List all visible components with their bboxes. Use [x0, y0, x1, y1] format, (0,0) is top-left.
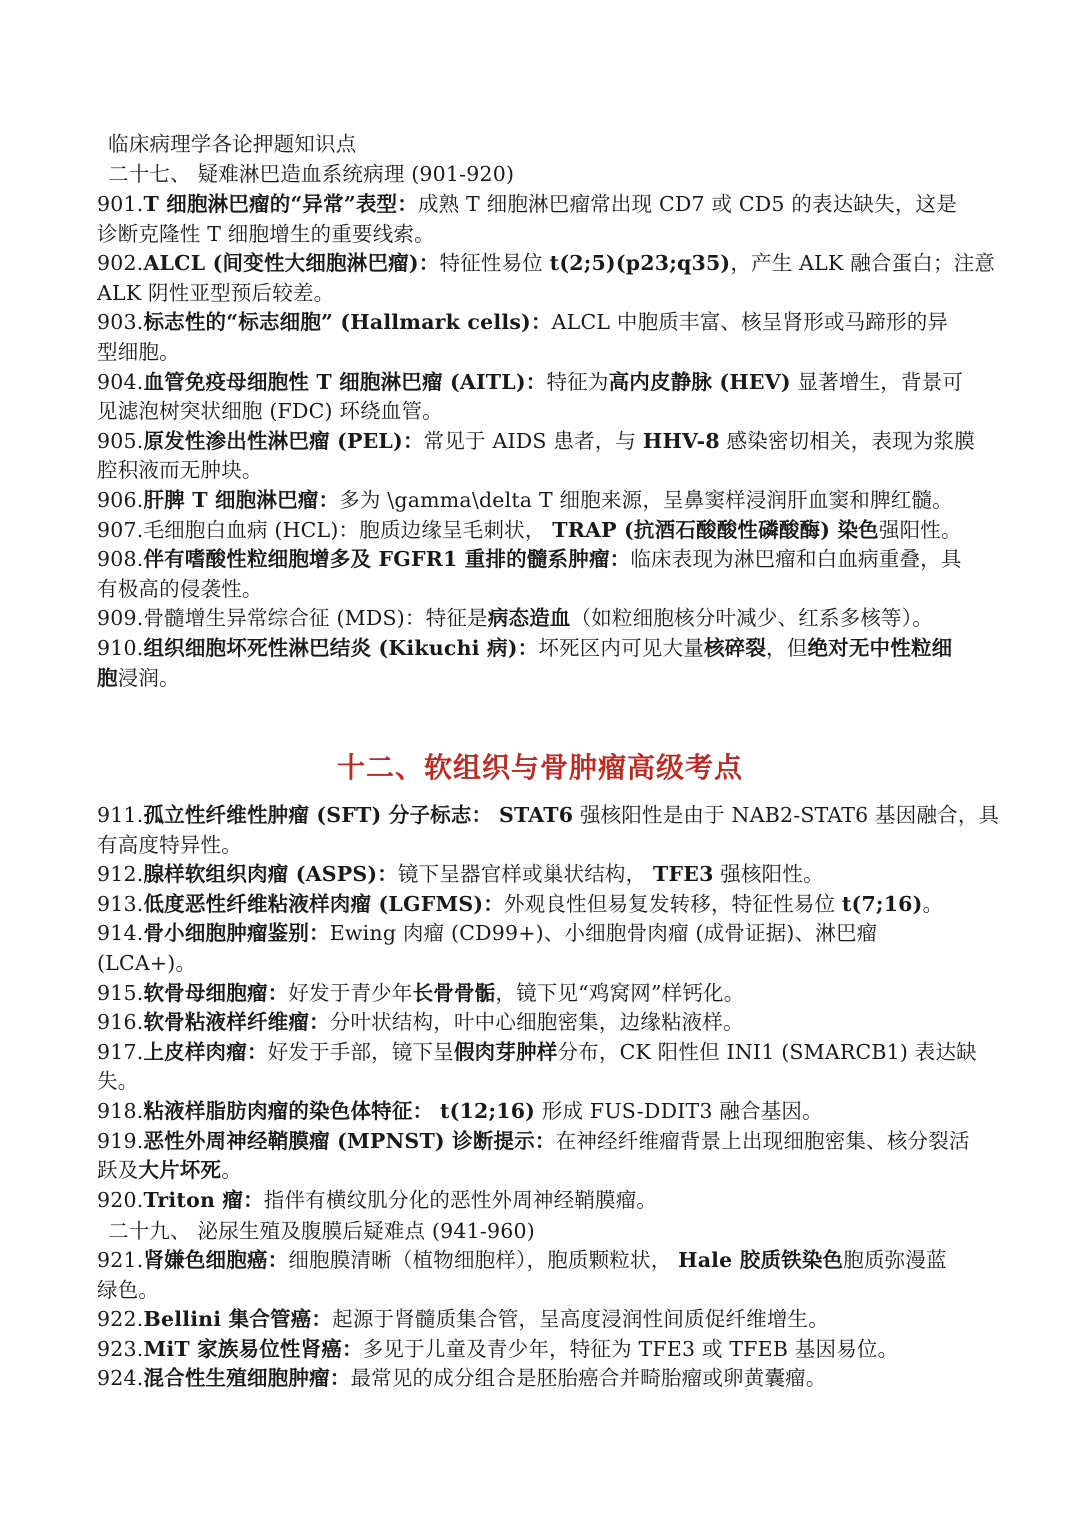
body-text: 特征性易位 — [439, 251, 550, 276]
bold-text: Bellini 集合管癌： — [143, 1307, 333, 1332]
bold-text: 上皮样肉瘤： — [143, 1039, 268, 1064]
item-line — [97, 427, 997, 457]
bold-text: Hale 胶质铁染色 — [678, 1248, 844, 1272]
body-text: 903. — [97, 310, 144, 335]
body-text: 显著增生，背景可 — [790, 369, 964, 394]
item-line — [97, 1305, 997, 1335]
item-line — [97, 308, 997, 338]
item-line — [97, 1067, 997, 1097]
item-line — [97, 1097, 997, 1127]
item-line — [97, 1038, 997, 1068]
body-text: 胞质边缘呈毛刺状， — [359, 517, 553, 542]
body-text: 好发于青少年 — [288, 980, 413, 1005]
body-text: 在神经纤维瘤背景上出现细胞密集、核分裂活 — [555, 1128, 970, 1153]
body-text: 902. — [97, 251, 144, 276]
item-line — [97, 919, 997, 949]
document-title: 临床病理学各论押题知识点 — [108, 132, 357, 156]
body-text: 908. — [97, 547, 144, 572]
body-text: 骨髓增生异常综合征 (MDS)： — [143, 606, 426, 631]
body-text: 失。 — [97, 1069, 139, 1094]
item-line — [97, 456, 997, 486]
item-line — [97, 397, 997, 427]
bold-text: ALCL (间变性大细胞淋巴瘤)： — [143, 251, 440, 276]
bold-text: 血管免疫母细胞性 T 细胞淋巴瘤 (AITL)： — [143, 369, 547, 394]
bold-text: 原发性渗出性淋巴瘤 (PEL)： — [143, 428, 424, 453]
bold-text: 恶性外周神经鞘膜瘤 (MPNST) 诊断提示： — [143, 1128, 556, 1153]
bold-text: STAT6 — [498, 803, 574, 827]
body-text: 916. — [97, 1010, 144, 1035]
body-text: 镜下呈器官样或巢状结构， — [397, 862, 654, 887]
body-text — [492, 803, 499, 827]
bold-text: 伴有嗜酸性粒细胞增多及 FGFR1 重排的髓系肿瘤： — [143, 547, 631, 572]
body-text: 多见于儿童及青少年，特征为 TFE3 或 TFEB 基因易位。 — [362, 1336, 899, 1361]
body-text: 。 — [221, 1158, 242, 1183]
body-text: 915. — [97, 980, 144, 1005]
body-text: 924. — [97, 1366, 144, 1391]
bold-text: 软骨母细胞瘤： — [143, 980, 289, 1005]
bold-text: 长骨骨骺 — [412, 980, 496, 1005]
body-text: 分叶状结构，叶中心细胞密集，边缘粘液样。 — [329, 1010, 744, 1035]
body-text: 918. — [97, 1099, 144, 1123]
bold-text: 孤立性纤维性肿瘤 (SFT) 分子标志： — [143, 803, 493, 827]
section-12-heading: 十二、软组织与骨肿瘤高级考点 — [336, 751, 743, 784]
bold-text: TRAP (抗酒石酸酸性磷酸酶) 染色 — [552, 517, 879, 542]
bold-text: TFE3 — [653, 862, 714, 887]
item-line — [97, 220, 997, 250]
body-text: 913. — [97, 891, 144, 916]
item-line — [97, 860, 997, 890]
bold-text: 大片坏死 — [138, 1158, 222, 1183]
body-text: 指伴有横纹肌分化的恶性外周神经鞘膜瘤。 — [263, 1187, 658, 1212]
section-27-heading: 二十七、 疑难淋巴造血系统病理 (901-920) — [108, 162, 515, 186]
item-line — [97, 368, 997, 398]
body-text: 910. — [97, 636, 144, 660]
body-text: 有高度特异性。 — [97, 832, 242, 857]
bold-text: 骨小细胞肿瘤鉴别： — [143, 921, 330, 946]
bold-text: 混合性生殖细胞肿瘤： — [143, 1366, 351, 1391]
body-text: 特征为 — [546, 369, 609, 394]
bold-text: t(2;5)(p23;q35) — [549, 251, 731, 276]
body-text: Ewing 肉瘤 (CD99+)、小细胞骨肉瘤 (成骨证据)、淋巴瘤 — [329, 921, 878, 946]
body-text: 920. — [97, 1187, 144, 1212]
item-line — [97, 634, 997, 664]
bold-text: 肾嫌色细胞癌： — [143, 1248, 289, 1272]
bold-text: t(7;16) — [841, 891, 923, 916]
item-line — [97, 575, 997, 605]
body-text: 形成 FUS-DDIT3 融合基因。 — [535, 1099, 823, 1123]
item-line — [97, 1246, 997, 1276]
body-text: 922. — [97, 1307, 144, 1332]
item-line — [97, 949, 997, 979]
body-text: 912. — [97, 862, 144, 887]
body-text: ，镜下见“鸡窝网”样钙化。 — [495, 980, 745, 1005]
body-text: 绿色。 — [97, 1277, 160, 1302]
body-text: 905. — [97, 428, 144, 453]
bold-text: 粘液样脂肪肉瘤的染色体特征： — [143, 1099, 434, 1123]
body-text: 。 — [922, 891, 944, 916]
item-line — [97, 1186, 997, 1216]
body-text: 型细胞。 — [97, 340, 180, 364]
item-line — [97, 1335, 997, 1365]
bold-text: MiT 家族易位性肾癌： — [143, 1336, 363, 1361]
body-text: 分布，CK 阳性但 INI1 (SMARCB1) 表达缺 — [557, 1039, 977, 1064]
bold-text: 病态造血 — [487, 606, 571, 631]
body-text: 911. — [97, 803, 144, 827]
body-text: （如粒细胞核分叶减少、红系多核等）。 — [570, 606, 933, 631]
item-line — [97, 1364, 997, 1394]
body-text: 906. — [97, 488, 144, 512]
body-text — [433, 1099, 440, 1123]
body-text: 起源于肾髓质集合管，呈高度浸润性间质促纤维增生。 — [332, 1307, 829, 1332]
bold-text: 肝脾 T 细胞淋巴瘤： — [143, 488, 340, 512]
body-text: 917. — [97, 1039, 144, 1064]
body-text: 有极高的侵袭性。 — [97, 576, 263, 601]
section-29-heading: 二十九、 泌尿生殖及腹膜后疑难点 (941-960) — [108, 1219, 535, 1243]
body-text: 跃及 — [97, 1158, 139, 1183]
body-text: 最常见的成分组合是胚胎癌合并畸胎瘤或卵黄囊瘤。 — [350, 1366, 827, 1391]
body-text: 见滤泡树突状细胞 (FDC) 环绕血管。 — [97, 399, 443, 424]
bold-text: 高内皮静脉 (HEV) — [608, 369, 791, 394]
item-line — [97, 1008, 997, 1038]
bold-text: 低度恶性纤维粘液样肉瘤 (LGFMS)： — [143, 891, 504, 916]
body-text: ALCL 中胞质丰富、核呈肾形或马蹄形的异 — [551, 310, 949, 335]
body-text: 外观良性但易复发转移，特征性易位 — [503, 891, 842, 916]
body-text: 感染密切相关，表现为浆膜 — [719, 428, 975, 453]
body-text: 诊断克隆性 T 细胞增生的重要线索。 — [97, 221, 435, 246]
item-line — [97, 545, 997, 575]
item-line — [97, 604, 997, 634]
body-text: 强阳性。 — [878, 517, 962, 542]
bold-text: Triton 瘤： — [143, 1187, 264, 1212]
item-line — [97, 831, 997, 861]
item-line — [97, 1156, 997, 1186]
body-text: 904. — [97, 369, 144, 394]
body-text: 好发于手部，镜下呈 — [267, 1039, 454, 1064]
body-text: 919. — [97, 1128, 144, 1153]
body-text: 成熟 T 细胞淋巴瘤常出现 CD7 或 CD5 的表达缺失，这是 — [417, 192, 957, 216]
item-line — [97, 664, 997, 694]
body-text: 强核阳性是由于 NAB2-STAT6 基因融合，具 — [573, 803, 1000, 827]
bold-text: 绝对无中性粒细 — [807, 636, 953, 660]
bold-text: T 细胞淋巴瘤的“异常”表型： — [143, 192, 418, 216]
body-text: 909. — [97, 606, 144, 631]
body-text: 胞质弥漫蓝 — [843, 1248, 947, 1272]
body-text: 浸润。 — [117, 665, 180, 690]
bold-text: t(12;16) — [439, 1099, 536, 1123]
body-text: ，但 — [766, 636, 808, 660]
item-line — [97, 979, 997, 1009]
body-text: (LCA+)。 — [97, 951, 197, 975]
bold-text: 标志性的“标志细胞” (Hallmark cells)： — [143, 310, 552, 335]
body-text: ，产生 ALK 融合蛋白；注意 — [730, 251, 996, 276]
item-line — [97, 890, 997, 920]
body-text: 腔积液而无肿块。 — [97, 458, 263, 483]
body-text: 常见于 AIDS 患者，与 — [423, 428, 643, 453]
bold-text: 胞 — [97, 665, 118, 690]
bold-text: 腺样软组织肉瘤 (ASPS)： — [143, 862, 398, 887]
body-text: 毛细胞白血病 (HCL)： — [143, 517, 360, 542]
body-text: 921. — [97, 1248, 144, 1272]
body-text: 923. — [97, 1336, 144, 1361]
body-text: 坏死区内可见大量 — [538, 636, 704, 660]
bold-text: 核碎裂 — [703, 636, 767, 660]
body-text: 细胞膜清晰（植物细胞样），胞质颗粒状， — [288, 1248, 679, 1272]
item-line — [97, 249, 997, 279]
item-line — [97, 486, 997, 516]
item-line — [97, 516, 997, 546]
item-line — [97, 279, 997, 309]
body-text: ALK 阴性亚型预后较差。 — [97, 280, 335, 305]
body-text: 901. — [97, 192, 144, 216]
bold-text: 组织细胞坏死性淋巴结炎 (Kikuchi 病)： — [143, 636, 539, 660]
bold-text: 假肉芽肿样 — [453, 1039, 558, 1064]
item-line — [97, 190, 997, 220]
item-line — [97, 801, 1000, 831]
body-text: 临床表现为淋巴瘤和白血病重叠，具 — [630, 547, 962, 572]
body-text: 特征是 — [425, 606, 488, 631]
item-line — [97, 1127, 997, 1157]
item-line — [97, 338, 997, 368]
item-line — [97, 1276, 997, 1306]
bold-text: HHV-8 — [642, 428, 720, 453]
body-text: 强核阳性。 — [713, 862, 824, 887]
body-text: 907. — [97, 517, 144, 542]
bold-text: 软骨粘液样纤维瘤： — [143, 1010, 330, 1035]
body-text: 914. — [97, 921, 144, 946]
body-text: 多为 \gamma\delta T 细胞来源，呈鼻窦样浸润肝血窦和脾红髓。 — [339, 488, 953, 512]
